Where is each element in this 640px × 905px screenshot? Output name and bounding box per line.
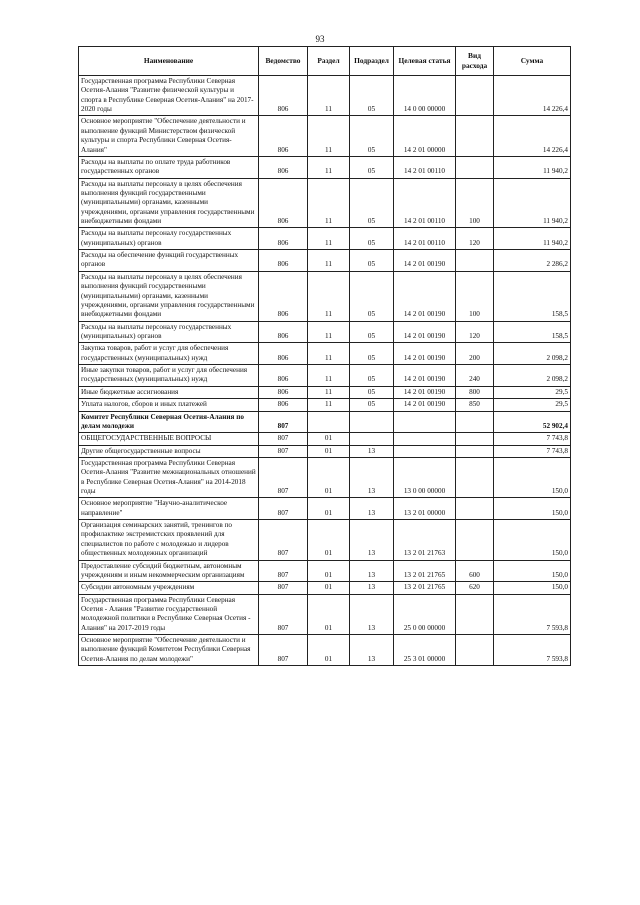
- row-vedomstvo: 807: [259, 411, 308, 433]
- row-podrazdel: 05: [350, 228, 394, 250]
- row-celevaya: 14 2 01 00190: [394, 271, 456, 321]
- header-vedomstvo: Ведомство: [259, 47, 308, 76]
- row-podrazdel: 05: [350, 386, 394, 398]
- row-summa: 7 743,8: [494, 433, 571, 445]
- row-podrazdel: 05: [350, 271, 394, 321]
- row-vedomstvo: 806: [259, 271, 308, 321]
- row-summa: 150,0: [494, 457, 571, 497]
- row-vid: [456, 635, 494, 666]
- row-name: Иные закупки товаров, работ и услуг для обеспечения государственных (муниципальных) нужд: [79, 365, 259, 387]
- row-name: Расходы на выплаты персоналу в целях обеспечения выполнения функций государственными (муниципальными) органами, казенными учреждениями, органами управления государственными внебюджетными фондами: [79, 178, 259, 228]
- header-vid: Вид расхода: [456, 47, 494, 76]
- row-name: Предоставление субсидий бюджетным, автономным учреждениям и иным некоммерческим организациям: [79, 560, 259, 582]
- table-row: [79, 228, 571, 250]
- row-vedomstvo: 807: [259, 635, 308, 666]
- row-celevaya: [394, 445, 456, 457]
- row-celevaya: 14 2 01 00110: [394, 156, 456, 178]
- row-razdel: 01: [308, 433, 350, 445]
- row-celevaya: [394, 433, 456, 445]
- row-name: Расходы на выплаты персоналу государственных (муниципальных) органов: [79, 321, 259, 343]
- row-vid: [456, 457, 494, 497]
- row-razdel: 01: [308, 635, 350, 666]
- table-row: [79, 445, 571, 457]
- page-number: 93: [315, 34, 325, 44]
- row-name: Уплата налогов, сборов и иных платежей: [79, 399, 259, 411]
- table-row: [79, 250, 571, 272]
- row-summa: 2 098,2: [494, 343, 571, 365]
- row-vid: [456, 433, 494, 445]
- table-header-row: [79, 47, 571, 76]
- row-summa: 7 593,8: [494, 594, 571, 634]
- row-celevaya: 13 2 01 00000: [394, 498, 456, 520]
- table-row: [79, 386, 571, 398]
- row-podrazdel: 13: [350, 582, 394, 594]
- row-celevaya: 14 0 00 00000: [394, 76, 456, 116]
- row-celevaya: 14 2 01 00190: [394, 343, 456, 365]
- row-razdel: 01: [308, 560, 350, 582]
- row-summa: 150,0: [494, 520, 571, 560]
- row-vedomstvo: 807: [259, 520, 308, 560]
- row-summa: 14 226,4: [494, 116, 571, 156]
- row-celevaya: 13 2 01 21765: [394, 560, 456, 582]
- row-summa: 14 226,4: [494, 76, 571, 116]
- row-vid: 600: [456, 560, 494, 582]
- row-vedomstvo: 806: [259, 386, 308, 398]
- row-vedomstvo: 806: [259, 399, 308, 411]
- row-vid: 240: [456, 365, 494, 387]
- row-podrazdel: 05: [350, 365, 394, 387]
- row-vid: [456, 594, 494, 634]
- row-celevaya: 14 2 01 00190: [394, 399, 456, 411]
- header-razdel: Раздел: [308, 47, 350, 76]
- row-name: ОБЩЕГОСУДАРСТВЕННЫЕ ВОПРОСЫ: [79, 433, 259, 445]
- row-name: Расходы на выплаты персоналу государственных (муниципальных) органов: [79, 228, 259, 250]
- row-name: Расходы на выплаты по оплате труда работников государственных органов: [79, 156, 259, 178]
- row-razdel: 11: [308, 343, 350, 365]
- row-razdel: 11: [308, 365, 350, 387]
- table-row: [79, 321, 571, 343]
- row-celevaya: 25 3 01 00000: [394, 635, 456, 666]
- row-vid: 800: [456, 386, 494, 398]
- row-vedomstvo: 807: [259, 498, 308, 520]
- row-podrazdel: 05: [350, 178, 394, 228]
- row-razdel: 11: [308, 178, 350, 228]
- row-podrazdel: 05: [350, 250, 394, 272]
- header-celevaya: Целевая статья: [394, 47, 456, 76]
- row-vid: [456, 520, 494, 560]
- table-row: [79, 156, 571, 178]
- table-row: [79, 498, 571, 520]
- row-summa: 158,5: [494, 271, 571, 321]
- row-name: Государственная программа Республики Северная Осетия-Алания "Развитие межнациональных отношений в Республике Северная Осетия-Алания" на 2014-2018 годы: [79, 457, 259, 497]
- row-razdel: 01: [308, 498, 350, 520]
- row-name: Государственная программа Республики Северная Осетия-Алания "Развитие физической культуры и спорта в Республике Северная Осетия-Алания" на 2017-2020 годы: [79, 76, 259, 116]
- table-row: [79, 365, 571, 387]
- row-summa: 2 098,2: [494, 365, 571, 387]
- row-name: Другие общегосударственные вопросы: [79, 445, 259, 457]
- row-vedomstvo: 807: [259, 457, 308, 497]
- row-summa: 7 593,8: [494, 635, 571, 666]
- row-vid: 100: [456, 271, 494, 321]
- row-podrazdel: 13: [350, 498, 394, 520]
- row-vedomstvo: 806: [259, 250, 308, 272]
- row-summa: 11 940,2: [494, 178, 571, 228]
- row-vid: 850: [456, 399, 494, 411]
- row-vid: [456, 445, 494, 457]
- row-name: Государственная программа Республики Северная Осетия - Алания "Развитие государственной молодежной политики в Республике Северная Осетия - Алания" на 2017-2019 годы: [79, 594, 259, 634]
- row-celevaya: 14 2 01 00000: [394, 116, 456, 156]
- row-celevaya: 14 2 01 00190: [394, 250, 456, 272]
- table-row: [79, 582, 571, 594]
- row-vedomstvo: 806: [259, 116, 308, 156]
- row-vid: 120: [456, 228, 494, 250]
- row-name: Комитет Республики Северная Осетия-Алания по делам молодежи: [79, 411, 259, 433]
- row-vid: [456, 498, 494, 520]
- table-row: [79, 457, 571, 497]
- row-summa: 11 940,2: [494, 228, 571, 250]
- row-razdel: 01: [308, 594, 350, 634]
- row-name: Иные бюджетные ассигнования: [79, 386, 259, 398]
- row-razdel: 11: [308, 228, 350, 250]
- header-summa: Сумма: [494, 47, 571, 76]
- row-name: Закупка товаров, работ и услуг для обеспечения государственных (муниципальных) нужд: [79, 343, 259, 365]
- row-celevaya: 13 0 00 00000: [394, 457, 456, 497]
- row-summa: 158,5: [494, 321, 571, 343]
- row-name: Организация семинарских занятий, тренингов по профилактике экстремистских проявлений для специалистов по работе с молодежью и лидеров общественных молодежных организаций: [79, 520, 259, 560]
- row-podrazdel: 05: [350, 399, 394, 411]
- table-body: [79, 76, 571, 666]
- row-vedomstvo: 806: [259, 156, 308, 178]
- row-vedomstvo: 806: [259, 228, 308, 250]
- row-razdel: 01: [308, 457, 350, 497]
- header-podrazdel: Подраздел: [350, 47, 394, 76]
- row-vedomstvo: 806: [259, 178, 308, 228]
- row-celevaya: 14 2 01 00110: [394, 178, 456, 228]
- row-summa: 29,5: [494, 386, 571, 398]
- row-podrazdel: 05: [350, 321, 394, 343]
- row-vedomstvo: 807: [259, 560, 308, 582]
- row-razdel: [308, 411, 350, 433]
- row-podrazdel: 05: [350, 156, 394, 178]
- table-row: [79, 271, 571, 321]
- row-razdel: 01: [308, 445, 350, 457]
- row-summa: 2 286,2: [494, 250, 571, 272]
- row-vid: 620: [456, 582, 494, 594]
- row-summa: 150,0: [494, 498, 571, 520]
- table-row: [79, 76, 571, 116]
- row-celevaya: 13 2 01 21765: [394, 582, 456, 594]
- row-name: Расходы на выплаты персоналу в целях обеспечения выполнения функций государственными (муниципальными) органами, казенными учреждениями, органами управления государственными внебюджетными фондами: [79, 271, 259, 321]
- row-podrazdel: 05: [350, 116, 394, 156]
- row-celevaya: [394, 411, 456, 433]
- row-name: Основное мероприятие "Обеспечение деятельности и выполнение функций Министерством физической культуры и спорта Республики Северная Осетия-Алания": [79, 116, 259, 156]
- row-name: Основное мероприятие "Научно-аналитическое направление": [79, 498, 259, 520]
- row-vid: [456, 411, 494, 433]
- row-celevaya: 14 2 01 00190: [394, 321, 456, 343]
- row-summa: 150,0: [494, 560, 571, 582]
- row-podrazdel: 13: [350, 635, 394, 666]
- row-name: Субсидии автономным учреждениям: [79, 582, 259, 594]
- table-row: [79, 635, 571, 666]
- row-celevaya: 14 2 01 00110: [394, 228, 456, 250]
- row-vedomstvo: 806: [259, 321, 308, 343]
- row-celevaya: 14 2 01 00190: [394, 365, 456, 387]
- row-vedomstvo: 807: [259, 582, 308, 594]
- header-name: Наименование: [79, 47, 259, 76]
- row-razdel: 01: [308, 520, 350, 560]
- row-vid: [456, 250, 494, 272]
- row-vid: 120: [456, 321, 494, 343]
- row-razdel: 11: [308, 250, 350, 272]
- row-vedomstvo: 806: [259, 365, 308, 387]
- row-podrazdel: 05: [350, 76, 394, 116]
- row-vid: [456, 116, 494, 156]
- row-celevaya: 25 0 00 00000: [394, 594, 456, 634]
- row-razdel: 01: [308, 582, 350, 594]
- row-podrazdel: 13: [350, 457, 394, 497]
- row-vid: [456, 76, 494, 116]
- row-podrazdel: [350, 433, 394, 445]
- row-podrazdel: 13: [350, 594, 394, 634]
- budget-table: [78, 46, 571, 666]
- row-razdel: 11: [308, 399, 350, 411]
- row-summa: 29,5: [494, 399, 571, 411]
- row-razdel: 11: [308, 116, 350, 156]
- table-row: [79, 433, 571, 445]
- row-name: Основное мероприятие "Обеспечение деятельности и выполнение функций Комитетом Республики Северная Осетия-Алания по делам молодежи": [79, 635, 259, 666]
- table-row: [79, 116, 571, 156]
- row-vedomstvo: 807: [259, 445, 308, 457]
- row-podrazdel: 13: [350, 445, 394, 457]
- table-row: [79, 594, 571, 634]
- row-razdel: 11: [308, 76, 350, 116]
- row-podrazdel: 13: [350, 520, 394, 560]
- row-vedomstvo: 807: [259, 433, 308, 445]
- row-vid: 200: [456, 343, 494, 365]
- table-row: [79, 560, 571, 582]
- table-row: [79, 399, 571, 411]
- table-row: [79, 343, 571, 365]
- row-vedomstvo: 806: [259, 343, 308, 365]
- row-summa: 52 902,4: [494, 411, 571, 433]
- row-summa: 11 940,2: [494, 156, 571, 178]
- table-row: [79, 411, 571, 433]
- row-podrazdel: 05: [350, 343, 394, 365]
- row-summa: 7 743,8: [494, 445, 571, 457]
- table-row: [79, 520, 571, 560]
- row-summa: 150,0: [494, 582, 571, 594]
- row-razdel: 11: [308, 156, 350, 178]
- row-podrazdel: [350, 411, 394, 433]
- row-razdel: 11: [308, 271, 350, 321]
- row-razdel: 11: [308, 386, 350, 398]
- row-vid: [456, 156, 494, 178]
- row-celevaya: 13 2 01 21763: [394, 520, 456, 560]
- row-celevaya: 14 2 01 00190: [394, 386, 456, 398]
- row-vedomstvo: 806: [259, 76, 308, 116]
- row-name: Расходы на обеспечение функций государственных органов: [79, 250, 259, 272]
- row-razdel: 11: [308, 321, 350, 343]
- row-vid: 100: [456, 178, 494, 228]
- row-podrazdel: 13: [350, 560, 394, 582]
- table-row: [79, 178, 571, 228]
- row-vedomstvo: 807: [259, 594, 308, 634]
